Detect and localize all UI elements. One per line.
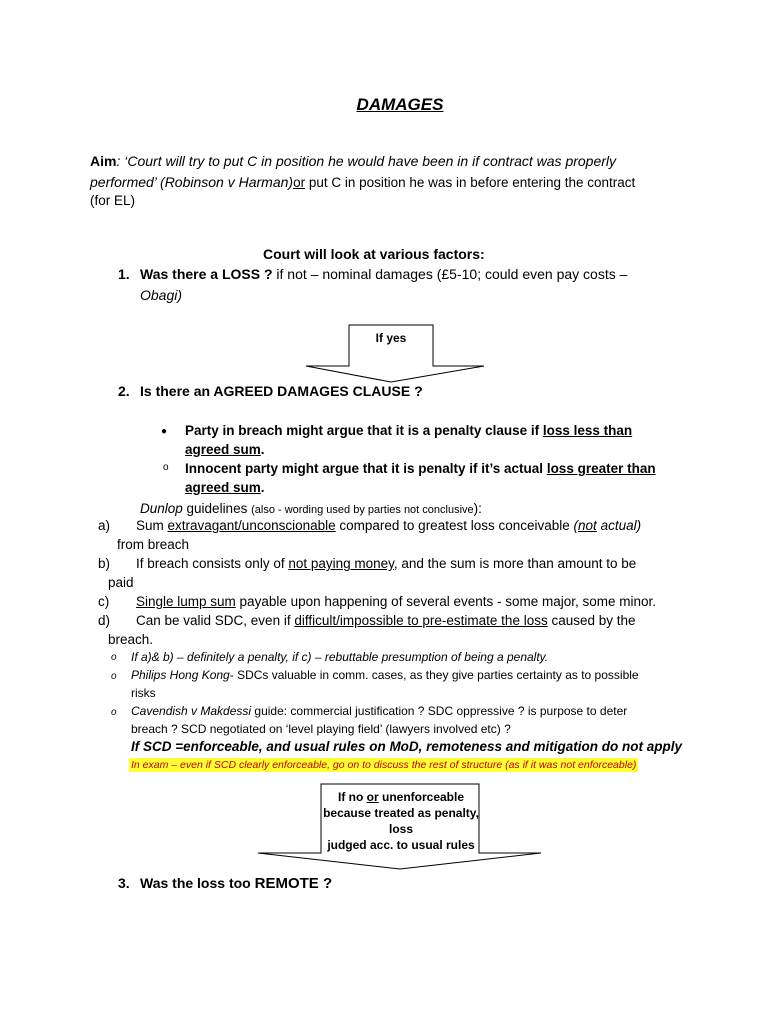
point-c-line: [136, 594, 656, 609]
aim-line-1: [90, 153, 616, 169]
item-3-line: [140, 875, 332, 892]
point-a-underlined: extravagant/unconscionable: [167, 518, 336, 533]
bullet-1-period: .: [260, 442, 265, 457]
bullet-1-line-1: [185, 423, 632, 438]
bullet-circle-icon: o: [163, 462, 169, 473]
arrow-2-if-no: If no: [337, 790, 367, 804]
bullet-icon: ●: [161, 426, 168, 437]
point-d-line-1: [136, 613, 636, 628]
point-a-not: not: [578, 518, 597, 533]
item-1-text: if not – nominal damages (£5-10; could even pay costs –: [272, 266, 628, 282]
exam-note-highlight: [129, 755, 638, 773]
arrow-2-unenforceable: unenforceable: [378, 790, 465, 804]
point-c-label: c): [98, 594, 110, 609]
dunlop-guidelines: [140, 500, 482, 518]
bullet-1-text: Party in breach might argue that it is a penalty clause if: [185, 423, 543, 438]
subpoint-circle-icon: o: [111, 707, 117, 718]
dunlop-text: guidelines: [182, 501, 252, 516]
item-1-question: Was there a LOSS ?: [140, 266, 273, 282]
item-1-line: [140, 266, 627, 282]
point-a-mid: compared to greatest loss conceivable: [335, 518, 574, 533]
point-b-label: b): [98, 556, 111, 571]
subpoint-3-continuation: breach ? SCD negotiated on ‘level playing field’ (lawyers involved etc) ?: [131, 722, 511, 736]
item-1-continuation: Obagi): [140, 287, 183, 303]
subpoint-3-text: guide: commercial justification ? SDC oppressive ? is purpose to deter: [251, 704, 628, 718]
aim-line-2: [90, 174, 635, 192]
point-a-actual: actual): [596, 518, 642, 533]
point-d-continuation: breach.: [108, 632, 154, 647]
subpoint-2-case: Philips Hong Kong: [131, 668, 230, 682]
point-b-continuation: paid: [108, 575, 134, 590]
aim-quote-end: performed’ (Robinson v Harman): [90, 174, 294, 190]
item-2-question: Is there an AGREED DAMAGES CLAUSE ?: [140, 383, 423, 399]
subpoint-3-line-1: [131, 704, 627, 718]
bullet-1-underlined-end: agreed sum: [185, 442, 261, 457]
arrow-2-line-2: because treated as penalty,: [323, 806, 479, 820]
point-b-post: , and the sum is more than amount to be: [393, 556, 637, 571]
bullet-2-underlined-end: agreed sum: [185, 480, 261, 495]
arrow-2-line-3: loss: [388, 822, 413, 836]
bullet-2-underlined: loss greater than: [546, 461, 656, 476]
aim-line-3: (for EL): [90, 193, 136, 208]
item-3-question: Was the loss too: [140, 875, 255, 891]
arrow-2-label: [323, 789, 479, 853]
item-3-remote: REMOTE ?: [254, 875, 333, 892]
arrow-2-line-1: [323, 789, 479, 805]
point-a-paren: (: [573, 518, 579, 533]
point-c-underlined: Single lump sum: [136, 594, 236, 609]
factors-heading: Court will look at various factors:: [263, 246, 485, 262]
bullet-2-line-1: [185, 461, 656, 476]
subpoint-circle-icon: o: [111, 671, 117, 682]
point-b-pre: If breach consists only of: [136, 556, 289, 571]
item-1-number: 1.: [118, 266, 130, 282]
point-a-continuation: from breach: [117, 537, 190, 552]
dunlop-note: (also - wording used by parties not conclusive: [251, 504, 474, 516]
bullet-1-underlined: loss less than: [542, 423, 633, 438]
arrow-2-or: or: [366, 790, 379, 804]
point-d-post: caused by the: [547, 613, 636, 628]
aim-quote-start: : ‘Court will try to put C in position he would have been in if contract was properly: [116, 153, 617, 169]
point-b-line-1: [136, 556, 636, 571]
scd-rule: If SCD =enforceable, and usual rules on MoD, remoteness and mitigation do not apply: [131, 739, 682, 754]
dunlop-case: Dunlop: [140, 501, 183, 516]
subpoint-2-line-1: [131, 668, 639, 682]
point-c-post: payable upon happening of several events - some major, some minor.: [235, 594, 657, 609]
point-d-label: d): [98, 613, 111, 628]
page-title: DAMAGES: [356, 95, 444, 114]
bullet-1-line-2: [185, 442, 265, 457]
item-2-number: 2.: [118, 383, 130, 399]
aim-alternative: put C in position he was in before entering the contract: [305, 175, 636, 190]
point-a-pre: Sum: [136, 518, 168, 533]
bullet-2-text: Innocent party might argue that it is penalty if it’s actual: [185, 461, 547, 476]
dunlop-close: ):: [473, 501, 482, 516]
subpoint-2-continuation: risks: [131, 686, 156, 700]
bullet-2-line-2: [185, 480, 265, 495]
subpoint-circle-icon: o: [111, 652, 117, 663]
aim-or: or: [293, 175, 306, 190]
point-d-underlined: difficult/impossible to pre-estimate the loss: [294, 613, 548, 628]
item-3-number: 3.: [118, 875, 130, 891]
exam-note: In exam – even if SCD clearly enforceable, go on to discuss the rest of structure (as if it was not enforceable): [131, 759, 637, 771]
bullet-2-period: .: [260, 480, 265, 495]
aim-label: Aim: [90, 153, 117, 169]
subpoint-1: If a)& b) – definitely a penalty, if c) – rebuttable presumption of being a penalty.: [131, 650, 549, 664]
point-b-underlined: not paying money: [288, 556, 394, 571]
point-a-line-1: [136, 518, 641, 533]
point-d-pre: Can be valid SDC, even if: [136, 613, 295, 628]
point-a-label: a): [98, 518, 111, 533]
arrow-2-line-4: judged acc. to usual rules: [327, 838, 475, 852]
arrow-1-label: If yes: [375, 331, 407, 345]
subpoint-3-case: Cavendish v Makdessi: [131, 704, 252, 718]
subpoint-2-text: - SDCs valuable in comm. cases, as they give parties certainty as to possible: [229, 668, 639, 682]
